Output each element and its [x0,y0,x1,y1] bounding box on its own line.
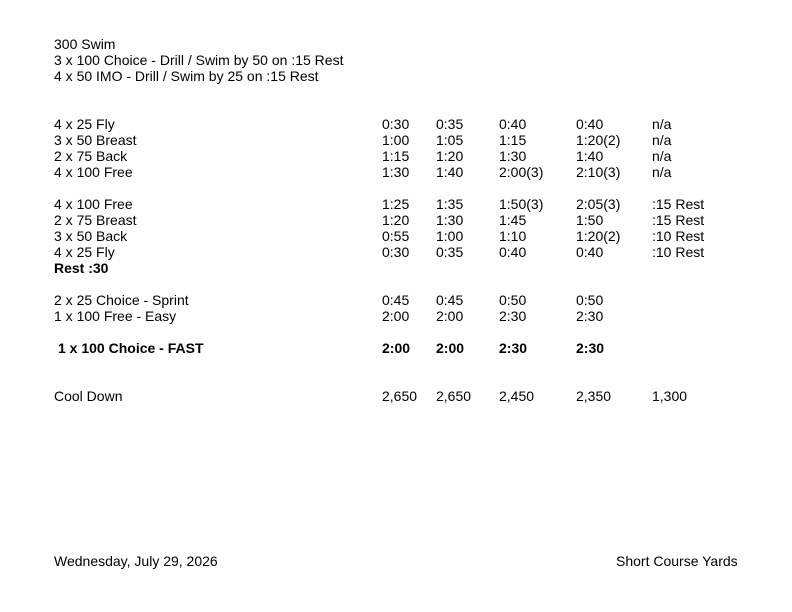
interval-time: 2:05(3) [576,196,621,212]
set-row [54,212,754,228]
interval-time: 1:10 [499,228,527,244]
interval-time: 1:40 [436,164,464,180]
warmup-section [54,36,343,84]
rest-value: :10 Rest [652,228,705,244]
set-row [54,196,754,212]
interval-time: 1:00 [382,132,410,148]
interval-time: 1:20(2) [576,228,621,244]
interval-time: 2:00 [436,340,465,356]
spacer [54,324,754,340]
interval-time: 0:30 [382,116,410,132]
total-yardage: 2,650 [382,388,418,404]
interval-time: 2:30 [576,308,604,324]
total-yardage: 2,350 [576,388,612,404]
spacer [54,276,754,292]
rest-value: n/a [652,164,672,180]
warmup-line: 300 Swim [54,36,116,52]
interval-time: 0:40 [499,116,527,132]
set-row [54,116,754,132]
fast-set-row [54,340,754,356]
interval-time: 0:35 [436,244,464,260]
set-description: 4 x 100 Free [54,196,133,212]
interval-time: 1:15 [382,148,410,164]
interval-time: 1:20 [382,212,410,228]
interval-time: 1:15 [499,132,527,148]
interval-time: 1:50(3) [499,196,544,212]
interval-time: 1:30 [436,212,464,228]
rest-value: n/a [652,148,672,164]
rest-value: n/a [652,132,672,148]
interval-time: 0:55 [382,228,410,244]
set-description: 4 x 25 Fly [54,116,115,132]
interval-time: 1:30 [382,164,410,180]
main-sets [54,116,754,404]
interval-time: 2:30 [499,308,527,324]
cooldown-row [54,388,754,404]
interval-time: 1:35 [436,196,464,212]
set-description: 4 x 100 Free [54,164,133,180]
interval-time: 2:00 [382,308,410,324]
interval-time: 0:40 [576,244,604,260]
interval-time: 2:30 [576,340,605,356]
interval-time: 1:30 [499,148,527,164]
interval-time: 0:40 [499,244,527,260]
interval-time: 0:45 [382,292,410,308]
set-description: 2 x 75 Breast [54,212,137,228]
rest-value: :10 Rest [652,244,705,260]
spacer [54,180,754,196]
interval-time: 0:50 [576,292,604,308]
interval-time: 2:00 [436,308,464,324]
spacer [54,356,754,388]
set-row [54,292,754,308]
cooldown-label: Cool Down [54,388,123,404]
interval-time: 1:50 [576,212,604,228]
set-description: 3 x 50 Back [54,228,128,244]
set-row [54,164,754,180]
set-description: 2 x 75 Back [54,148,128,164]
set-row [54,228,754,244]
interval-time: 1:20(2) [576,132,621,148]
interval-time: 2:30 [499,340,528,356]
set-description: 4 x 25 Fly [54,244,115,260]
set-description: 2 x 25 Choice - Sprint [54,292,189,308]
set-row [54,148,754,164]
rest-value: :15 Rest [652,212,705,228]
footer-date: Wednesday, July 29, 2026 [54,553,218,569]
set-row [54,244,754,260]
rest-row [54,260,754,276]
set-description: 3 x 50 Breast [54,132,137,148]
total-yardage: 2,450 [499,388,535,404]
set-description: 1 x 100 Choice - FAST [58,340,204,356]
interval-time: 1:20 [436,148,464,164]
interval-time: 2:10(3) [576,164,621,180]
total-yardage: 1,300 [652,388,688,404]
interval-time: 0:40 [576,116,604,132]
rest-value: :15 Rest [652,196,705,212]
interval-time: 1:05 [436,132,464,148]
interval-time: 1:00 [436,228,464,244]
warmup-line: 4 x 50 IMO - Drill / Swim by 25 on :15 Rest [54,68,319,84]
interval-time: 0:45 [436,292,464,308]
warmup-line: 3 x 100 Choice - Drill / Swim by 50 on :15 Rest [54,52,344,68]
interval-time: 0:30 [382,244,410,260]
interval-time: 1:45 [499,212,527,228]
rest-value: n/a [652,116,672,132]
interval-time: 1:25 [382,196,410,212]
interval-time: 2:00(3) [499,164,544,180]
footer-course: Short Course Yards [616,553,738,569]
total-yardage: 2,650 [436,388,472,404]
rest-label: Rest :30 [54,260,109,276]
interval-time: 2:00 [382,340,411,356]
set-row [54,132,754,148]
set-row [54,308,754,324]
interval-time: 1:40 [576,148,604,164]
interval-time: 0:35 [436,116,464,132]
interval-time: 0:50 [499,292,527,308]
set-description: 1 x 100 Free - Easy [54,308,177,324]
